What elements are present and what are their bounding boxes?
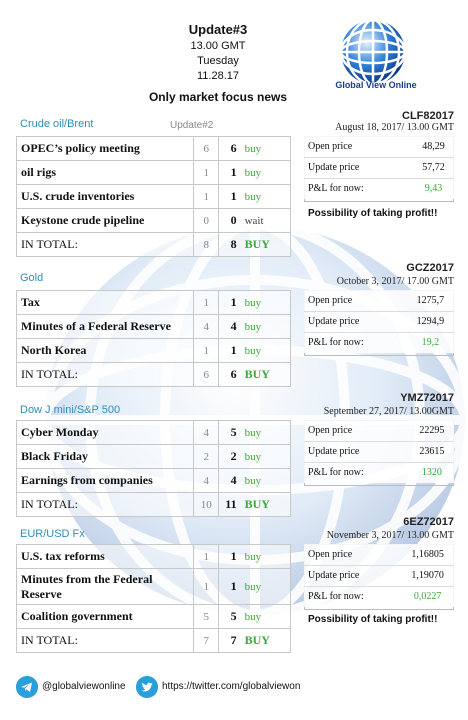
signal: buy bbox=[239, 185, 291, 209]
open-price: 22295 bbox=[419, 424, 445, 436]
pl-row bbox=[304, 462, 454, 483]
signal: buy bbox=[239, 605, 291, 629]
table-row bbox=[17, 545, 291, 569]
current-score: 5 bbox=[219, 421, 239, 445]
signal: buy bbox=[239, 137, 291, 161]
contract-date: August 18, 2017/ 13.00 GMT bbox=[335, 122, 454, 133]
news-item: OPEC’s policy meeting bbox=[17, 137, 194, 161]
total-row bbox=[17, 233, 291, 257]
page-title: Update#3 bbox=[188, 22, 248, 37]
current-score: 1 bbox=[219, 185, 239, 209]
total-signal: BUY bbox=[239, 493, 291, 517]
total-row bbox=[17, 363, 291, 387]
pl-row bbox=[304, 178, 454, 199]
profit-note: Possibility of taking profit!! bbox=[308, 614, 438, 625]
pnl-label: P&L for now: bbox=[304, 586, 401, 607]
table-row bbox=[17, 209, 291, 233]
logo-text: Global View Online bbox=[335, 80, 417, 90]
update-time: 13.00 GMT bbox=[190, 40, 246, 52]
total-label: IN TOTAL: bbox=[17, 363, 194, 387]
news-item: Earnings from companies bbox=[17, 469, 194, 493]
update-day: Tuesday bbox=[197, 55, 239, 67]
news-item: North Korea bbox=[17, 339, 194, 363]
footer bbox=[0, 668, 468, 708]
current-score: 0 bbox=[219, 209, 239, 233]
signal: buy bbox=[239, 339, 291, 363]
current-total: 8 bbox=[219, 233, 239, 257]
current-score: 1 bbox=[219, 161, 239, 185]
telegram-handle[interactable]: @globalviewonline bbox=[42, 681, 126, 692]
current-total: 11 bbox=[219, 493, 239, 517]
previous-score: 1 bbox=[194, 545, 219, 569]
section-title: Gold bbox=[20, 272, 44, 284]
previous-update-label: Update#2 bbox=[170, 120, 214, 131]
table-row bbox=[17, 137, 291, 161]
signal: buy bbox=[239, 421, 291, 445]
contract-code: 6EZ72017 bbox=[403, 516, 454, 528]
table-row bbox=[17, 291, 291, 315]
pnl-label: P&L for now: bbox=[304, 462, 410, 483]
signal: buy bbox=[239, 291, 291, 315]
news-item: U.S. crude inventories bbox=[17, 185, 194, 209]
pl-table bbox=[304, 290, 454, 353]
update-date: 11.28.17 bbox=[196, 70, 239, 82]
total-signal: BUY bbox=[239, 233, 291, 257]
news-item: Black Friday bbox=[17, 445, 194, 469]
twitter-link[interactable]: https://twitter.com/globalviewon bbox=[162, 681, 301, 692]
pl-row bbox=[304, 332, 454, 353]
news-table bbox=[16, 136, 291, 257]
open-price-label: Open price bbox=[308, 140, 353, 152]
pl-row bbox=[304, 544, 454, 565]
previous-score: 0 bbox=[194, 209, 219, 233]
current-score: 1 bbox=[219, 291, 239, 315]
open-price-label: Open price bbox=[308, 294, 353, 306]
pl-table bbox=[304, 136, 454, 199]
previous-total: 7 bbox=[194, 629, 219, 653]
table-row bbox=[17, 339, 291, 363]
update-price: 1,19070 bbox=[401, 565, 454, 586]
table-row bbox=[17, 445, 291, 469]
open-price: 1275,7 bbox=[416, 294, 445, 306]
current-score: 1 bbox=[219, 569, 239, 605]
update-price: 57,72 bbox=[413, 157, 454, 178]
pnl-value: 1320 bbox=[410, 462, 454, 483]
news-item: oil rigs bbox=[17, 161, 194, 185]
table-row bbox=[17, 185, 291, 209]
current-score: 1 bbox=[219, 339, 239, 363]
previous-score: 4 bbox=[194, 421, 219, 445]
focus-subtitle: Only market focus news bbox=[148, 90, 288, 104]
update-price-label: Update price bbox=[304, 157, 413, 178]
open-price-label: Open price bbox=[308, 548, 353, 560]
table-row bbox=[17, 469, 291, 493]
current-total: 6 bbox=[219, 363, 239, 387]
table-row bbox=[17, 315, 291, 339]
header bbox=[0, 0, 468, 110]
news-item: Minutes from the Federal Reserve bbox=[17, 569, 194, 605]
current-score: 5 bbox=[219, 605, 239, 629]
current-total: 7 bbox=[219, 629, 239, 653]
previous-total: 6 bbox=[194, 363, 219, 387]
news-table bbox=[16, 290, 291, 387]
previous-score: 1 bbox=[194, 185, 219, 209]
signal: wait bbox=[239, 209, 291, 233]
pnl-label: P&L for now: bbox=[304, 332, 407, 353]
total-signal: BUY bbox=[239, 363, 291, 387]
table-row bbox=[17, 605, 291, 629]
contract-date: November 3, 2017/ 13.00 GMT bbox=[326, 530, 454, 541]
current-score: 4 bbox=[219, 315, 239, 339]
previous-total: 10 bbox=[194, 493, 219, 517]
news-item: Cyber Monday bbox=[17, 421, 194, 445]
signal: buy bbox=[239, 569, 291, 605]
signal: buy bbox=[239, 545, 291, 569]
news-item: Coalition government bbox=[17, 605, 194, 629]
profit-note: Possibility of taking profit!! bbox=[308, 208, 438, 219]
section-title: Dow J mini/S&P 500 bbox=[20, 404, 121, 416]
news-item: Minutes of a Federal Reserve bbox=[17, 315, 194, 339]
update-price: 1294,9 bbox=[407, 311, 454, 332]
pl-row bbox=[304, 311, 454, 332]
previous-score: 5 bbox=[194, 605, 219, 629]
pl-row bbox=[304, 441, 454, 462]
table-row bbox=[17, 421, 291, 445]
open-price: 1,16805 bbox=[411, 548, 444, 560]
pnl-value: 19,2 bbox=[407, 332, 454, 353]
pl-row bbox=[304, 586, 454, 607]
contract-code: CLF82017 bbox=[402, 110, 454, 122]
current-score: 6 bbox=[219, 137, 239, 161]
telegram-icon[interactable] bbox=[16, 676, 38, 698]
pl-row bbox=[304, 136, 454, 157]
signal: buy bbox=[239, 315, 291, 339]
previous-score: 1 bbox=[194, 291, 219, 315]
previous-score: 1 bbox=[194, 339, 219, 363]
total-label: IN TOTAL: bbox=[17, 629, 194, 653]
previous-score: 6 bbox=[194, 137, 219, 161]
news-item: Tax bbox=[17, 291, 194, 315]
contract-code: GCZ2017 bbox=[406, 262, 454, 274]
previous-score: 1 bbox=[194, 161, 219, 185]
twitter-icon[interactable] bbox=[136, 676, 158, 698]
total-signal: BUY bbox=[239, 629, 291, 653]
update-price-label: Update price bbox=[304, 311, 407, 332]
news-item: U.S. tax reforms bbox=[17, 545, 194, 569]
pl-table bbox=[304, 544, 454, 607]
pl-row bbox=[304, 290, 454, 311]
current-score: 4 bbox=[219, 469, 239, 493]
contract-date: September 27, 2017/ 13.00GMT bbox=[323, 406, 454, 417]
update-price: 23615 bbox=[410, 441, 454, 462]
previous-total: 8 bbox=[194, 233, 219, 257]
total-row bbox=[17, 629, 291, 653]
current-score: 1 bbox=[219, 545, 239, 569]
pnl-value: 0,0227 bbox=[401, 586, 454, 607]
pl-row bbox=[304, 565, 454, 586]
open-price-label: Open price bbox=[308, 424, 353, 436]
update-price-label: Update price bbox=[304, 565, 401, 586]
pnl-value: 9,43 bbox=[413, 178, 454, 199]
section-title: EUR/USD Fx bbox=[20, 528, 85, 540]
pl-row bbox=[304, 157, 454, 178]
total-label: IN TOTAL: bbox=[17, 493, 194, 517]
pl-row bbox=[304, 420, 454, 441]
update-price-label: Update price bbox=[304, 441, 410, 462]
signal: buy bbox=[239, 161, 291, 185]
total-row bbox=[17, 493, 291, 517]
previous-score: 2 bbox=[194, 445, 219, 469]
section-title: Crude oil/Brent bbox=[20, 118, 94, 130]
previous-score: 1 bbox=[194, 569, 219, 605]
news-table bbox=[16, 544, 291, 653]
contract-date: October 3, 2017/ 17.00 GMT bbox=[336, 276, 454, 287]
open-price: 48,29 bbox=[422, 140, 445, 152]
previous-score: 4 bbox=[194, 315, 219, 339]
total-label: IN TOTAL: bbox=[17, 233, 194, 257]
signal: buy bbox=[239, 445, 291, 469]
table-row bbox=[17, 161, 291, 185]
previous-score: 4 bbox=[194, 469, 219, 493]
news-item: Keystone crude pipeline bbox=[17, 209, 194, 233]
contract-code: YMZ72017 bbox=[400, 392, 454, 404]
signal: buy bbox=[239, 469, 291, 493]
pnl-label: P&L for now: bbox=[304, 178, 413, 199]
news-table bbox=[16, 420, 291, 517]
current-score: 2 bbox=[219, 445, 239, 469]
pl-table bbox=[304, 420, 454, 483]
table-row bbox=[17, 569, 291, 605]
